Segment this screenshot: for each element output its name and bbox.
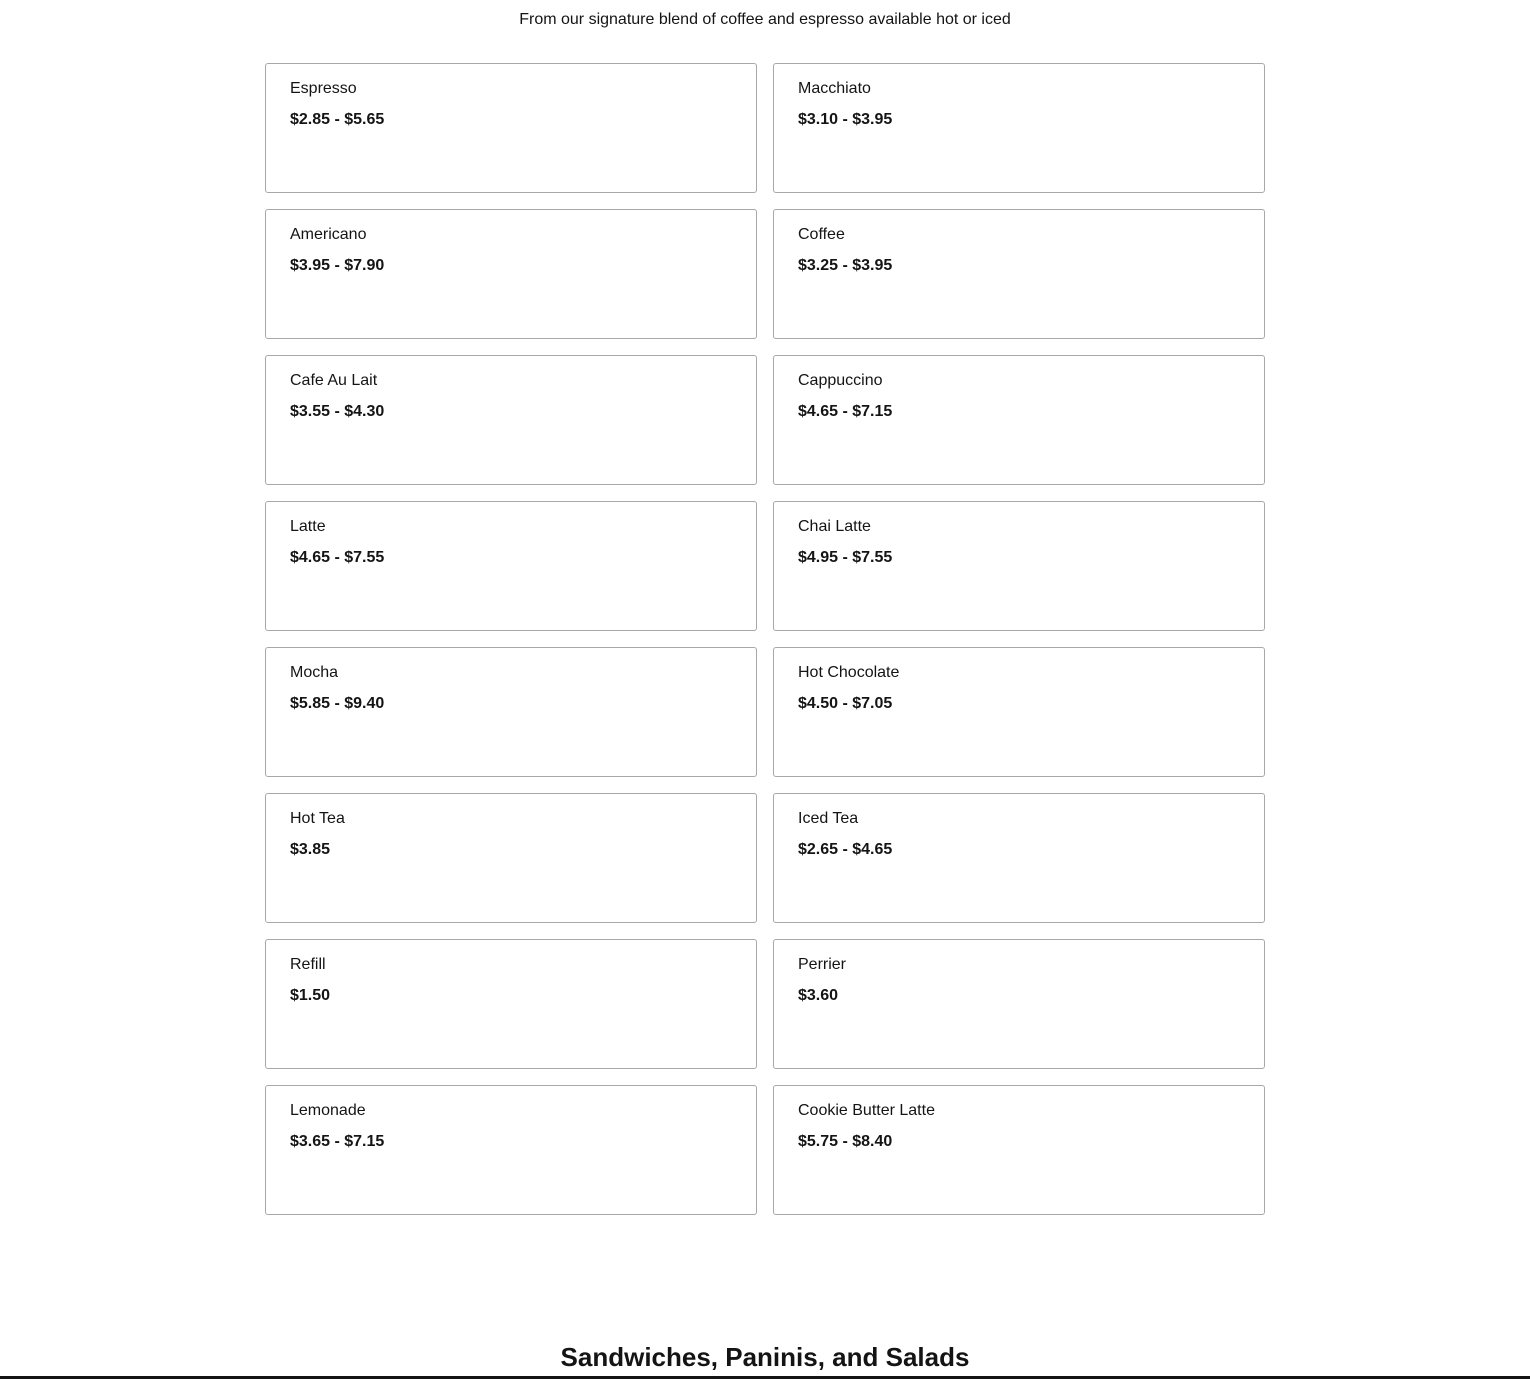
menu-item-name: Refill: [290, 956, 326, 973]
menu-item-price: $5.85 - $9.40: [290, 695, 385, 712]
menu-item-name: Lemonade: [290, 1102, 366, 1119]
menu-item-name: Hot Chocolate: [798, 664, 900, 681]
menu-item-card[interactable]: [265, 647, 757, 777]
menu-item-name: Americano: [290, 226, 367, 243]
menu-item-name: Espresso: [290, 80, 357, 97]
menu-item-card[interactable]: [773, 939, 1265, 1069]
menu-item-price: $3.55 - $4.30: [290, 403, 385, 420]
menu-item-card[interactable]: [265, 939, 757, 1069]
menu-item-price: $3.95 - $7.90: [290, 257, 385, 274]
menu-item-price: $3.25 - $3.95: [798, 257, 893, 274]
menu-item-card[interactable]: [773, 501, 1265, 631]
menu-item-card[interactable]: [773, 793, 1265, 923]
menu-item-card[interactable]: [773, 355, 1265, 485]
section-subtitle: From our signature blend of coffee and espresso available hot or iced: [519, 11, 1011, 28]
menu-item-price: $5.75 - $8.40: [798, 1133, 893, 1150]
menu-item-card[interactable]: [265, 793, 757, 923]
menu-item-name: Chai Latte: [798, 518, 871, 535]
menu-item-price: $4.50 - $7.05: [798, 695, 893, 712]
section-heading-sandwiches: Sandwiches, Paninis, and Salads: [560, 1342, 970, 1372]
menu-item-price: $1.50: [290, 987, 331, 1004]
menu-item-price: $2.85 - $5.65: [290, 111, 385, 128]
menu-item-card[interactable]: [773, 63, 1265, 193]
menu-item-price: $2.65 - $4.65: [798, 841, 893, 858]
menu-item-name: Mocha: [290, 664, 339, 681]
menu-item-price: $3.60: [798, 987, 839, 1004]
menu-item-price: $3.65 - $7.15: [290, 1133, 385, 1150]
menu-item-name: Iced Tea: [798, 810, 859, 827]
menu-item-price: $4.65 - $7.55: [290, 549, 385, 566]
menu-item-card[interactable]: [773, 209, 1265, 339]
menu-item-name: Latte: [290, 518, 326, 535]
menu-item-card[interactable]: [265, 63, 757, 193]
menu-item-card[interactable]: [265, 501, 757, 631]
menu-item-name: Hot Tea: [290, 810, 345, 827]
menu-item-price: $4.95 - $7.55: [798, 549, 893, 566]
menu-item-card[interactable]: [265, 355, 757, 485]
menu-item-price: $4.65 - $7.15: [798, 403, 893, 420]
menu-item-grid: [265, 63, 1265, 1215]
menu-item-price: $3.10 - $3.95: [798, 111, 893, 128]
menu-item-price: $3.85: [290, 841, 331, 858]
menu-item-name: Cookie Butter Latte: [798, 1102, 935, 1119]
menu-item-name: Coffee: [798, 226, 845, 243]
menu-item-card[interactable]: [773, 1085, 1265, 1215]
menu-item-name: Cafe Au Lait: [290, 372, 378, 389]
menu-item-card[interactable]: [265, 209, 757, 339]
menu-item-card[interactable]: [773, 647, 1265, 777]
menu-item-name: Cappuccino: [798, 372, 883, 389]
menu-item-card[interactable]: [265, 1085, 757, 1215]
menu-item-name: Macchiato: [798, 80, 871, 97]
menu-item-name: Perrier: [798, 956, 847, 973]
